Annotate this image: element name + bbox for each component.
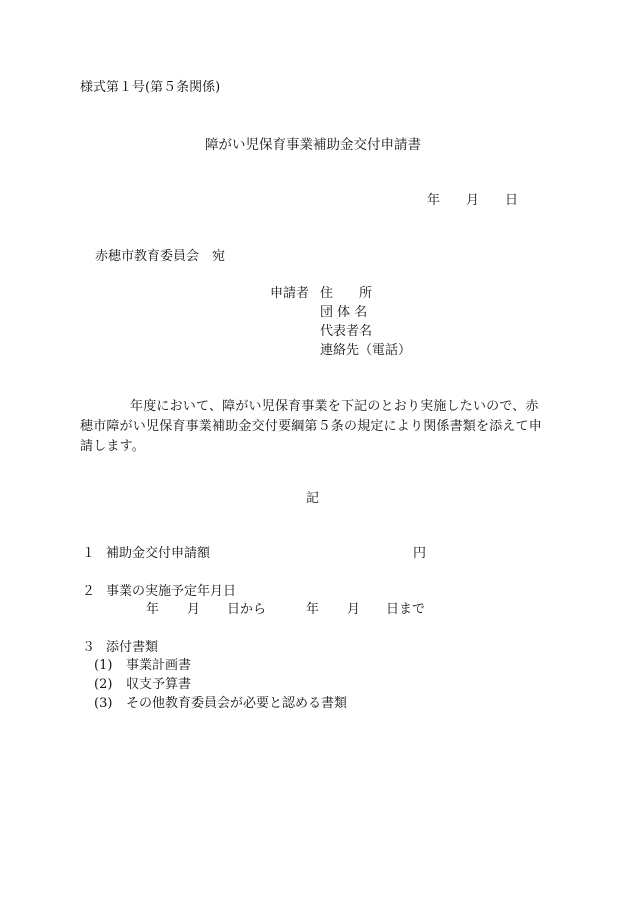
attachment-1-text: 事業計画書	[126, 658, 192, 673]
item-2-from-year: 年	[146, 602, 160, 617]
applicant-contact-label: 連絡先（電話）	[320, 343, 412, 358]
item-2-from-month: 月	[187, 602, 201, 617]
item-1-unit: 円	[413, 546, 427, 561]
item-3-number: ３	[82, 640, 96, 655]
applicant-label: 申請者	[270, 286, 310, 301]
date-day-label: 日	[505, 193, 519, 208]
applicant-address-label: 住 所	[320, 286, 373, 301]
date-year-label: 年	[427, 193, 441, 208]
applicant-group-name-label: 団 体 名	[320, 305, 368, 320]
attachment-3-number: (3)	[94, 696, 113, 711]
item-1-number: １	[82, 546, 96, 561]
attachment-1-number: (1)	[94, 658, 113, 673]
form-number: 様式第１号(第５条関係)	[80, 80, 221, 95]
item-1-label: 補助金交付申請額	[106, 546, 211, 561]
item-2-to-year: 年	[306, 602, 320, 617]
item-2-label: 事業の実施予定年月日	[106, 584, 237, 599]
document-title: 障がい児保育事業補助金交付申請書	[205, 137, 421, 153]
item-2-number: ２	[82, 584, 96, 599]
applicant-representative-label: 代表者名	[320, 324, 373, 339]
attachment-3-text: その他教育委員会が必要と認める書類	[126, 696, 348, 711]
attachment-2-number: (2)	[94, 677, 113, 692]
date-month-label: 月	[466, 193, 480, 208]
item-2-from-day: 日から	[227, 602, 267, 617]
body-line-2: 穂市障がい児保育事業補助金交付要綱第５条の規定により関係書類を添えて申	[80, 419, 543, 434]
item-2-to-month: 月	[347, 602, 361, 617]
body-line-3: 請します。	[80, 439, 145, 454]
item-3-label: 添付書類	[106, 640, 159, 655]
item-2-to-day: 日まで	[386, 602, 426, 617]
addressee: 赤穂市教育委員会 宛	[95, 249, 226, 264]
ki-heading: 記	[306, 491, 320, 506]
attachment-2-text: 収支予算書	[126, 677, 192, 692]
body-line-1: 年度において、障がい児保育事業を下記のとおり実施したいので、赤	[130, 399, 539, 414]
